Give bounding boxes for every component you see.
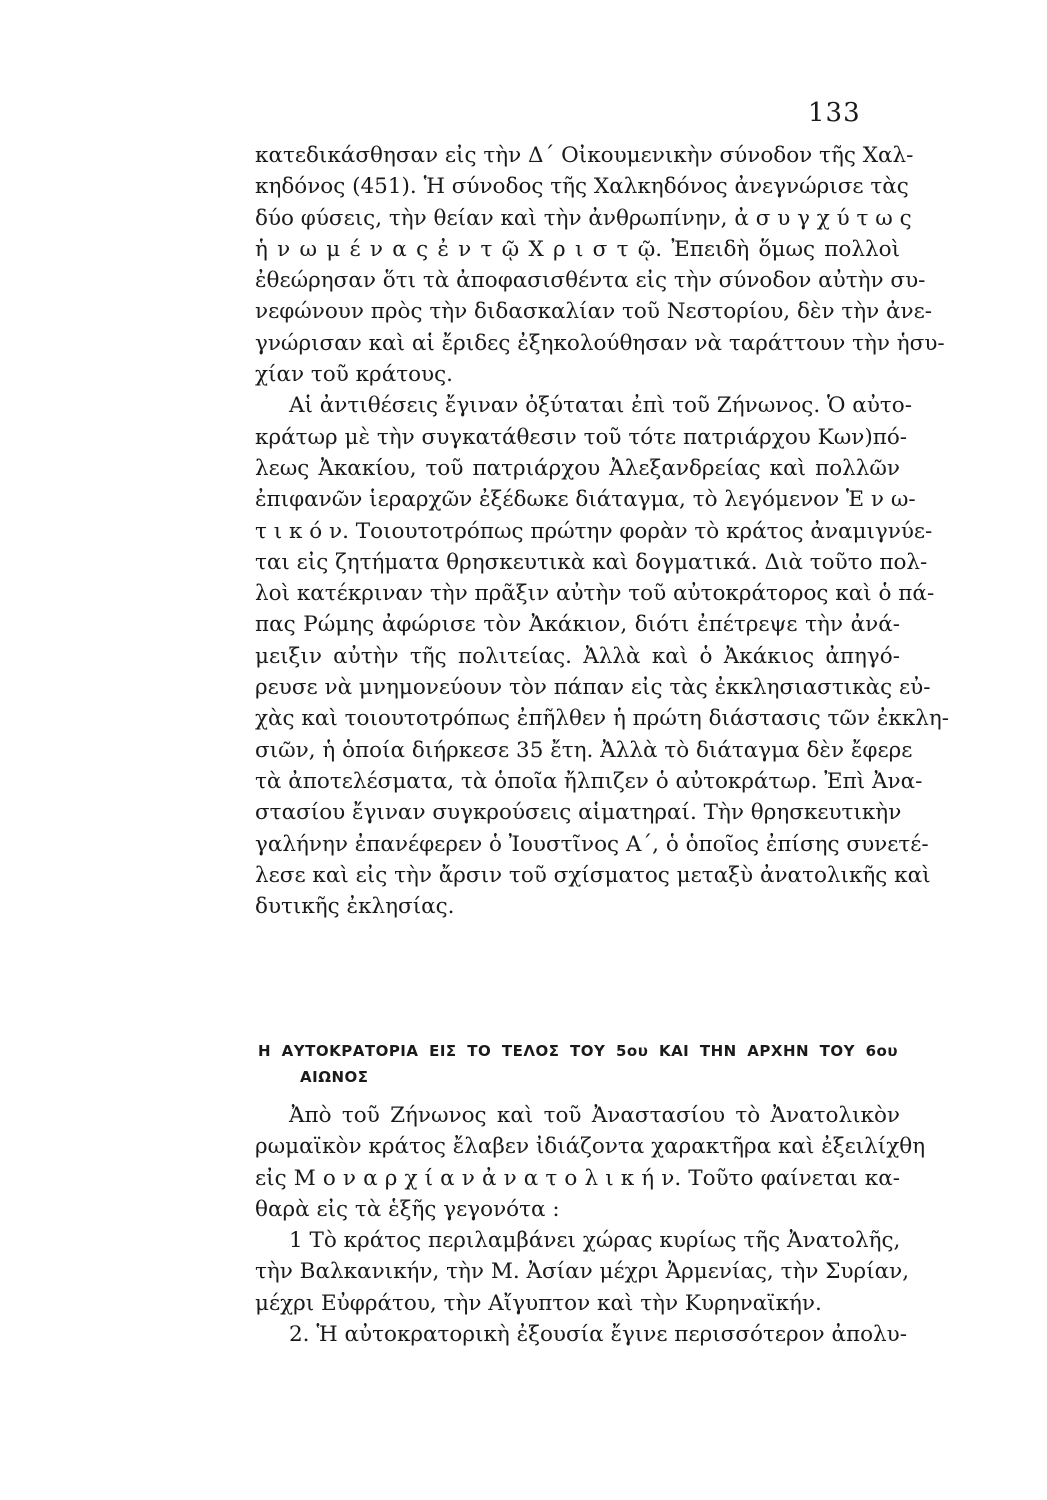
text-line: δύο φύσεις, τὴν θείαν καὶ τὴν ἀνθρωπίνην, ἀ σ υ γ χ ύ τ ω ς	[255, 205, 912, 231]
text-line: ἐπιφανῶν ἱεραρχῶν ἐξέδωκε διάταγμα, τὸ λεγόμενον Ἑ ν ω-	[255, 487, 916, 513]
text-line: γαλήνην ἐπανέφερεν ὁ Ἰουστῖνος Α΄, ὁ ὁποῖος ἐπίσης συνετέ-	[255, 831, 929, 857]
section-heading	[258, 1038, 898, 1090]
text-line: γνώρισαν καὶ αἱ ἔριδες ἐξηκολούθησαν νὰ ταράττουν τὴν ἡσυ-	[255, 330, 945, 356]
text-line: λεως Ἀκακίου, τοῦ πατριάρχου Ἀλεξανδρείας καὶ πολλῶν	[255, 455, 900, 481]
text-line: δυτικῆς ἐκλησίας.	[255, 894, 455, 920]
text-line: μειξιν αὐτὴν τῆς πολιτείας. Ἀλλὰ καὶ ὁ Ἀκάκιος ἀπηγό-	[255, 643, 900, 669]
text-line: νεφώνουν πρὸς τὴν διδασκαλίαν τοῦ Νεστορίου, δὲν τὴν ἀνε-	[255, 299, 933, 325]
text-line: ρευσε νὰ μνημονεύουν τὸν πάπαν εἰς τὰς ἐκκλησιαστικὰς εὐ-	[255, 675, 931, 701]
text-line: ται εἰς ζητήματα θρησκευτικὰ καὶ δογματικά. Διὰ τοῦτο πολ-	[255, 549, 928, 575]
text-line: Αἱ ἀντιθέσεις ἔγιναν ὀξύταται ἐπὶ τοῦ Ζήνωνος. Ὁ αὐτο-	[289, 393, 912, 419]
text-line: ἡ ν ω μ έ ν α ς ἐ ν τ ῷ Χ ρ ι σ τ ῷ. Ἐπειδὴ ὅμως πολλοὶ	[255, 236, 900, 262]
text-line: μέχρι Εὐφράτου, τὴν Αἴγυπτον καὶ τὴν Κυρηναϊκήν.	[255, 1290, 822, 1316]
page-number: 133	[808, 98, 861, 128]
text-line: πας Ρώμης ἀφώρισε τὸν Ἀκάκιον, διότι ἐπέτρεψε τὴν ἀνά-	[255, 612, 900, 638]
text-line: ἐθεώρησαν ὅτι τὰ ἀποφασισθέντα εἰς τὴν σύνοδον αὐτὴν συ-	[255, 268, 926, 294]
text-line: τ ι κ ό ν. Τοιουτοτρόπως πρώτην φορὰν τὸ κράτος ἀναμιγνύε-	[255, 518, 933, 544]
text-line: χίαν τοῦ κράτους.	[255, 362, 454, 388]
text-line: κατεδικάσθησαν εἰς τὴν Δ΄ Οἰκουμενικὴν σύνοδον τῆς Χαλ-	[255, 143, 914, 168]
text-line: τὰ ἀποτελέσματα, τὰ ὁποῖα ἤλπιζεν ὁ αὐτοκράτωρ. Ἐπὶ Ἀνα-	[255, 768, 923, 794]
text-line: Ἀπὸ τοῦ Ζήνωνος καὶ τοῦ Ἀναστασίου τὸ Ἀνατολικὸν	[289, 1103, 900, 1128]
text-line: θαρὰ εἰς τὰ ἑξῆς γεγονότα :	[255, 1196, 560, 1222]
text-line: χὰς καὶ τοιουτοτρόπως ἐπῆλθεν ἡ πρώτη διάστασις τῶν ἐκκλη-	[255, 706, 950, 732]
text-line: στασίου ἔγιναν συγκρούσεις αἱματηραί. Τὴν θρησκευτικὴν	[255, 800, 902, 826]
text-line: ρωμαϊκὸν κράτος ἔλαβεν ἰδιάζοντα χαρακτῆρα καὶ ἐξειλίχθη	[255, 1134, 926, 1160]
section-heading-line: ΑΙΩΝΟΣ	[300, 1068, 369, 1086]
second-text-block	[255, 1100, 926, 1350]
text-line: κηδόνος (451). Ἡ σύνοδος τῆς Χαλκηδόνος ἀνεγνώρισε τὰς	[255, 174, 909, 200]
text-line: 2. Ἡ αὐτοκρατορικὴ ἐξουσία ἔγινε περισσότερον ἀπολυ-	[289, 1322, 908, 1348]
main-text-block	[255, 140, 950, 922]
text-line: λοὶ κατέκριναν τὴν πρᾶξιν αὐτὴν τοῦ αὐτοκράτορος καὶ ὁ πά-	[255, 581, 935, 607]
text-line: λεσε καὶ εἰς τὴν ἄρσιν τοῦ σχίσματος μεταξὺ ἀνατολικῆς καὶ	[255, 862, 931, 888]
text-line: τὴν Βαλκανικήν, τὴν Μ. Ἀσίαν μέχρι Ἀρμενίας, τὴν Συρίαν,	[255, 1259, 910, 1285]
text-line: κράτωρ μὲ τὴν συγκατάθεσιν τοῦ τότε πατριάρχου Κων)πό-	[255, 424, 908, 450]
section-heading-line: Η ΑΥΤΟΚΡΑΤΟΡΙΑ ΕΙΣ ΤΟ ΤΕΛΟΣ ΤΟΥ 5ου ΚΑΙ ΤΗΝ ΑΡΧΗΝ ΤΟΥ 6ου	[258, 1042, 898, 1060]
text-line: εἰς Μ ο ν α ρ χ ί α ν ἀ ν α τ ο λ ι κ ή ν. Τοῦτο φαίνεται κα-	[255, 1165, 900, 1191]
text-line: σιῶν, ἡ ὁποία διήρκεσε 35 ἔτη. Ἀλλὰ τὸ διάταγμα δὲν ἔφερε	[255, 737, 913, 763]
text-line: 1 Τὸ κράτος περιλαμβάνει χώρας κυρίως τῆς Ἀνατολῆς,	[289, 1228, 901, 1254]
